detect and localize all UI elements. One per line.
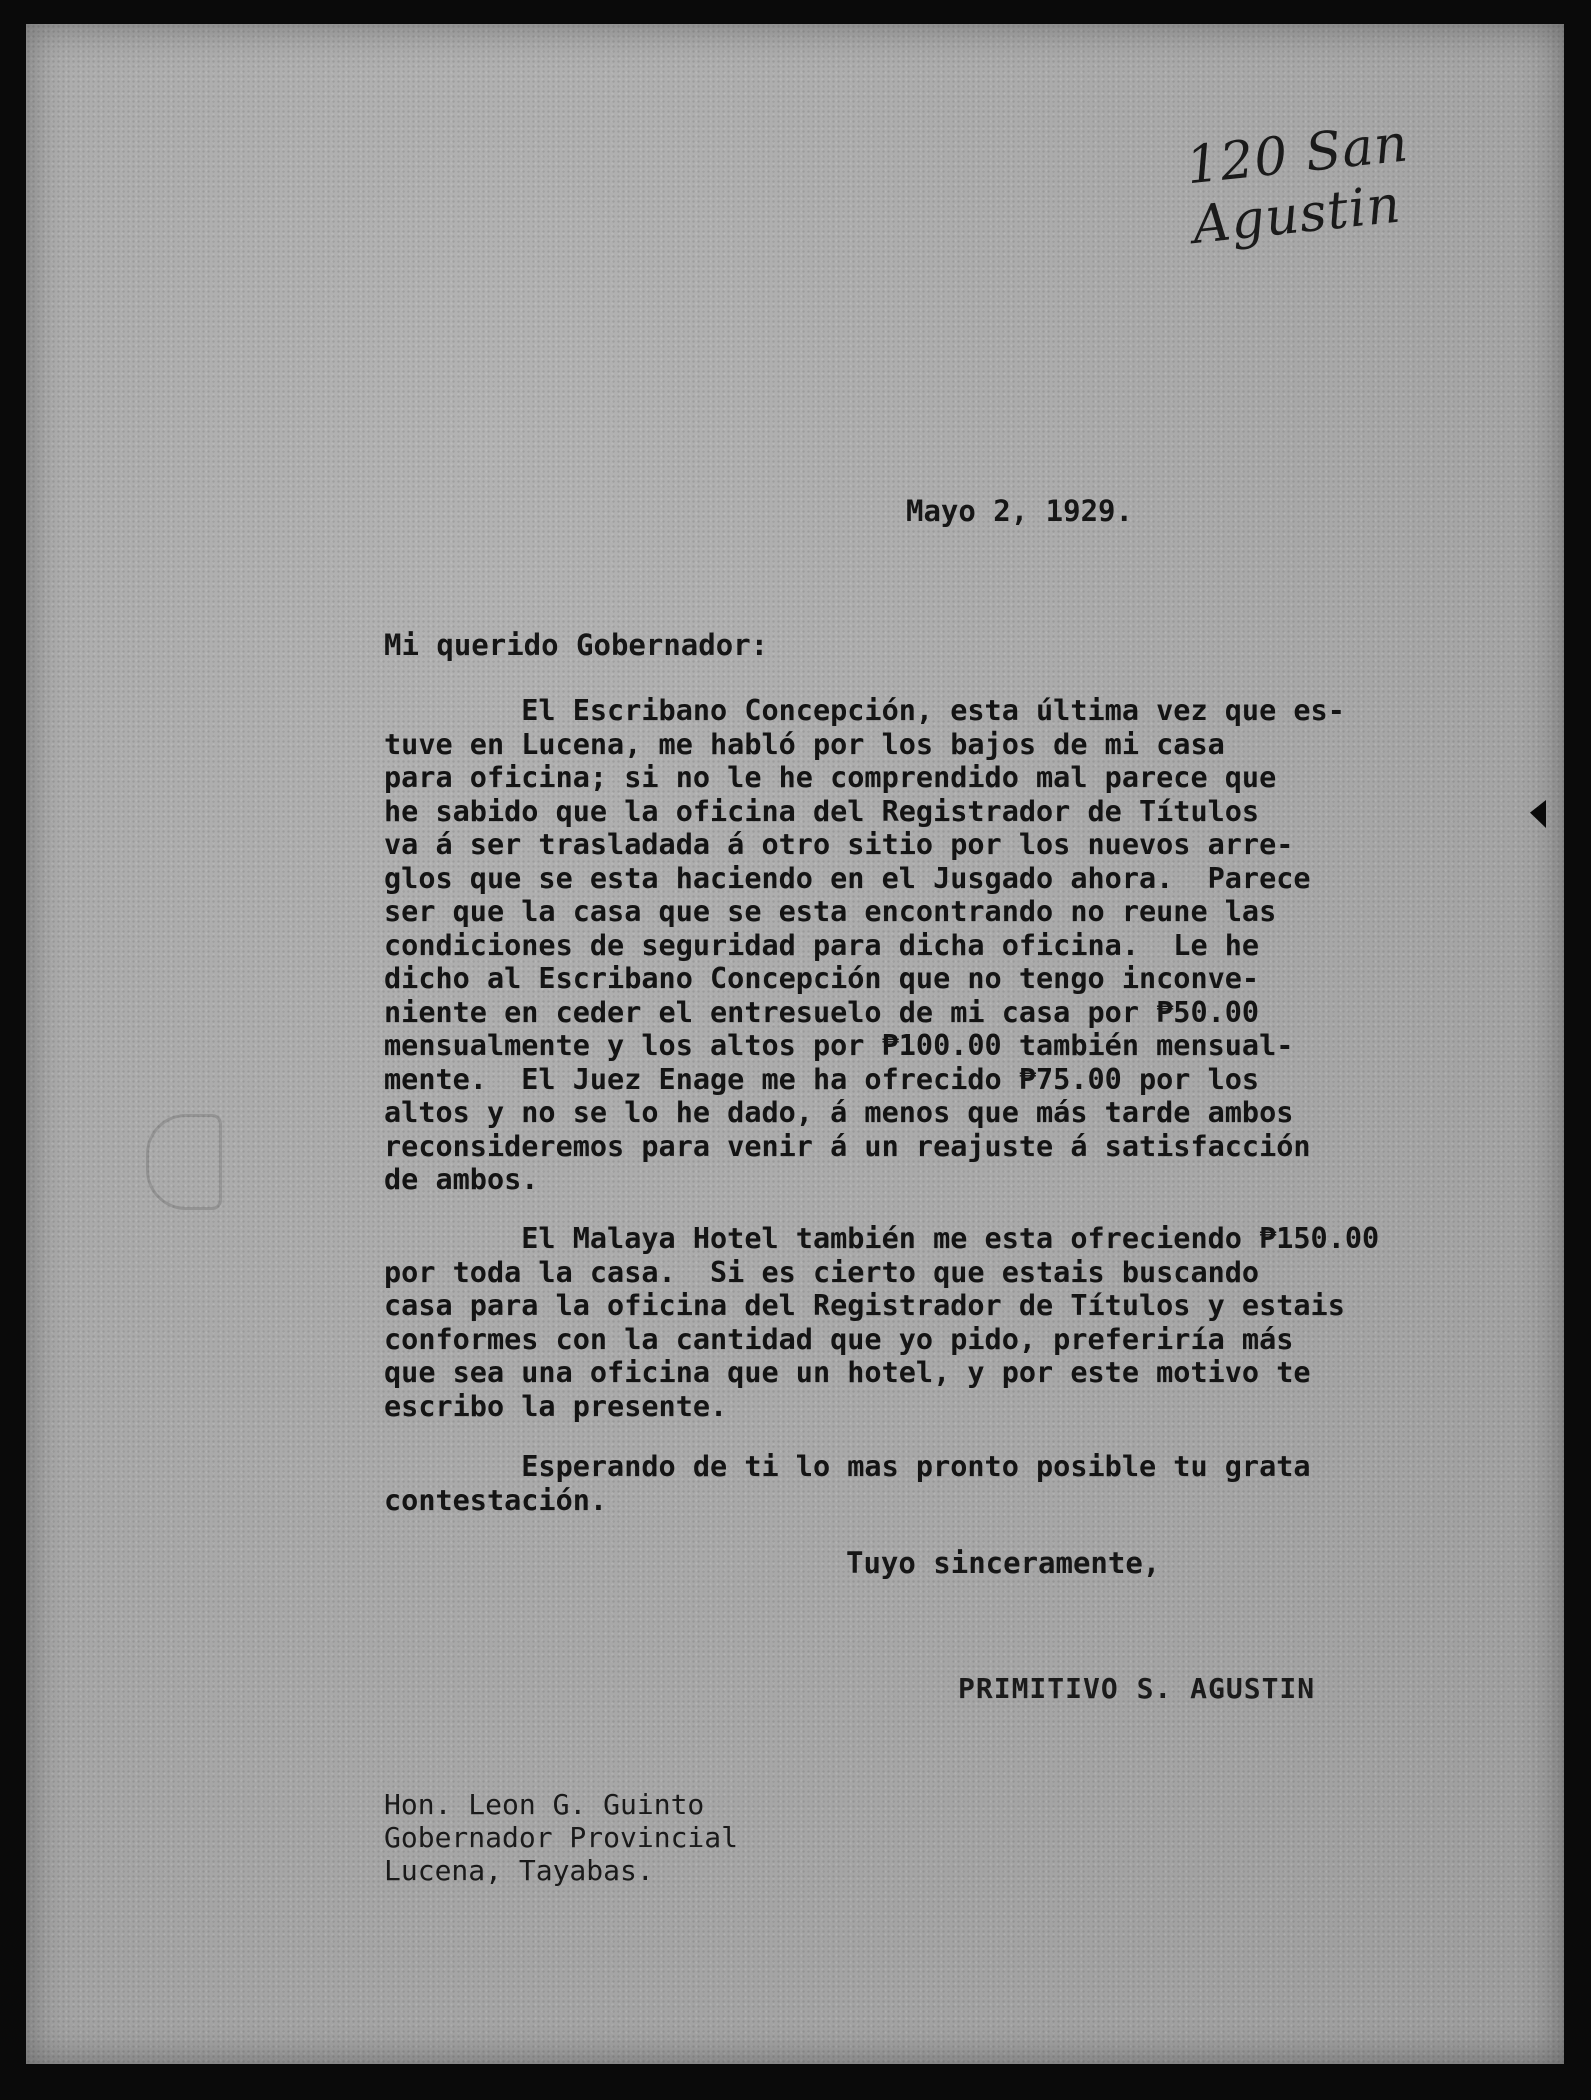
handwritten-address-note: 120 San Agustin xyxy=(1183,113,1412,256)
letter-page xyxy=(26,24,1564,2064)
salutation: Mi querido Gobernador: xyxy=(384,628,769,662)
letter-date: Mayo 2, 1929. xyxy=(906,494,1133,528)
body-paragraph-1: El Escribano Concepción, esta última vez que es- tuve en Lucena, me habló por los bajos de mi casa para oficina; si no le he comprendido mal parece que he sabido que la oficina del Registrador de Títulos va á ser trasladada á otro sitio por los nuevos arre- glos que se esta haciendo en el Jusgado ahora. Parece ser que la casa que se esta encontrando no reune las condiciones de seguridad para dicha oficina. Le he dicho al Escribano Concepción que no tengo inconve- niente en ceder el entresuelo de mi casa por ₱50.00 mensualmente y los altos por ₱100.00 también mensual- mente. El Juez Enage me ha ofrecido ₱75.00 por los altos y no se lo he dado, á menos que más tarde ambos reconsideremos para venir á un reajuste á satisfacción de ambos. xyxy=(384,694,1345,1196)
signature-name: PRIMITIVO S. AGUSTIN xyxy=(958,1672,1316,1705)
body-paragraph-2: El Malaya Hotel también me esta ofreciendo ₱150.00 por toda la casa. Si es cierto que estais buscando casa para la oficina del Registrador de Títulos y estais conformes con la cantidad que yo pido, preferiría más que sea una oficina que un hotel, y por este motivo te escribo la presente. xyxy=(384,1222,1380,1423)
closing: Tuyo sinceramente, xyxy=(846,1546,1161,1580)
body-paragraph-3: Esperando de ti lo mas pronto posible tu grata contestación. xyxy=(384,1450,1311,1517)
addressee-block: Hon. Leon G. Guinto Gobernador Provincial Lucena, Tayabas. xyxy=(384,1788,739,1887)
bleed-through-mark xyxy=(146,1114,222,1210)
